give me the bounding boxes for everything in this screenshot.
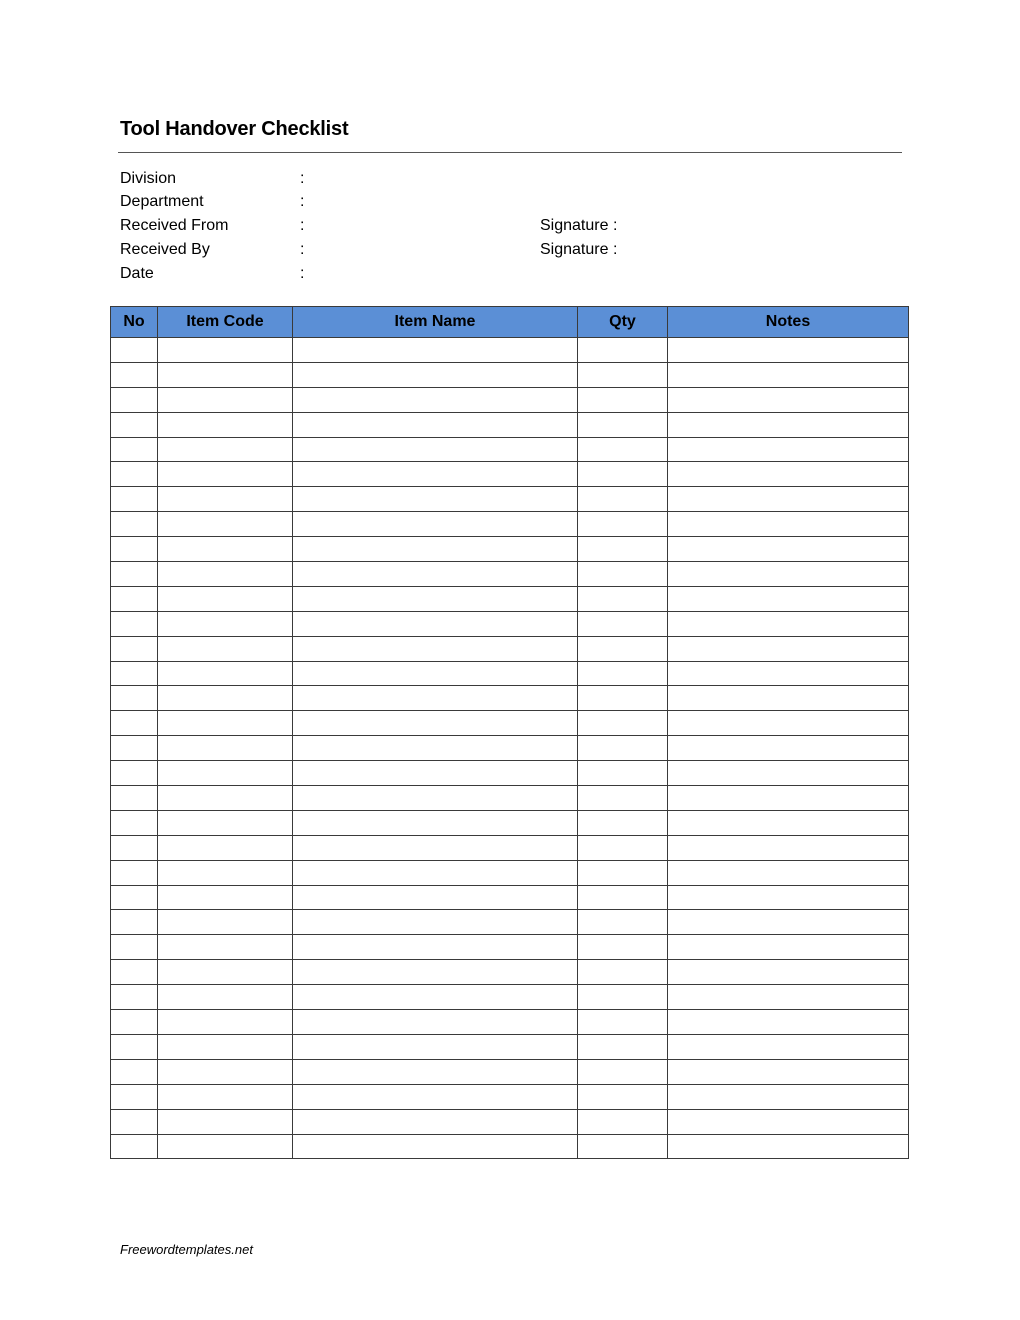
table-row	[111, 512, 909, 537]
cell-qty[interactable]	[578, 537, 668, 562]
cell-item-name[interactable]	[293, 437, 578, 462]
field-row-department	[120, 193, 900, 215]
cell-qty[interactable]	[578, 860, 668, 885]
cell-item-name[interactable]	[293, 562, 578, 587]
cell-item-code[interactable]	[158, 387, 293, 412]
cell-notes[interactable]	[668, 786, 909, 811]
cell-no[interactable]	[111, 1059, 158, 1084]
cell-no[interactable]	[111, 611, 158, 636]
cell-qty[interactable]	[578, 562, 668, 587]
table-row	[111, 412, 909, 437]
cell-item-name[interactable]	[293, 1034, 578, 1059]
cell-no[interactable]	[111, 761, 158, 786]
cell-item-name[interactable]	[293, 586, 578, 611]
received-by-signature-label: Signature :	[540, 241, 618, 258]
cell-no[interactable]	[111, 786, 158, 811]
field-row-received-from	[120, 217, 900, 239]
table-row	[111, 661, 909, 686]
cell-no[interactable]	[111, 636, 158, 661]
cell-no[interactable]	[111, 835, 158, 860]
cell-item-name[interactable]	[293, 1084, 578, 1109]
cell-qty[interactable]	[578, 686, 668, 711]
cell-item-name[interactable]	[293, 860, 578, 885]
table-row	[111, 1034, 909, 1059]
cell-notes[interactable]	[668, 562, 909, 587]
cell-notes[interactable]	[668, 362, 909, 387]
cell-item-code[interactable]	[158, 985, 293, 1010]
cell-item-code[interactable]	[158, 1134, 293, 1159]
cell-no[interactable]	[111, 1134, 158, 1159]
field-row-received-by	[120, 241, 900, 263]
cell-qty[interactable]	[578, 1059, 668, 1084]
table-row	[111, 611, 909, 636]
cell-no[interactable]	[111, 1084, 158, 1109]
cell-notes[interactable]	[668, 412, 909, 437]
cell-notes[interactable]	[668, 1034, 909, 1059]
table-row	[111, 487, 909, 512]
cell-no[interactable]	[111, 810, 158, 835]
cell-item-code[interactable]	[158, 1084, 293, 1109]
cell-qty[interactable]	[578, 462, 668, 487]
cell-item-code[interactable]	[158, 1109, 293, 1134]
table-row	[111, 786, 909, 811]
cell-qty[interactable]	[578, 935, 668, 960]
table-row	[111, 736, 909, 761]
cell-notes[interactable]	[668, 1084, 909, 1109]
table-header-row	[111, 307, 909, 338]
cell-notes[interactable]	[668, 338, 909, 363]
cell-qty[interactable]	[578, 786, 668, 811]
cell-item-code[interactable]	[158, 611, 293, 636]
cell-notes[interactable]	[668, 960, 909, 985]
cell-qty[interactable]	[578, 487, 668, 512]
cell-item-name[interactable]	[293, 736, 578, 761]
cell-qty[interactable]	[578, 1109, 668, 1134]
cell-notes[interactable]	[668, 885, 909, 910]
cell-item-name[interactable]	[293, 636, 578, 661]
column-header-item-code: Item Code	[158, 307, 293, 338]
cell-no[interactable]	[111, 412, 158, 437]
cell-item-name[interactable]	[293, 362, 578, 387]
cell-notes[interactable]	[668, 611, 909, 636]
cell-notes[interactable]	[668, 636, 909, 661]
cell-qty[interactable]	[578, 661, 668, 686]
cell-qty[interactable]	[578, 985, 668, 1010]
table-row	[111, 1010, 909, 1035]
cell-notes[interactable]	[668, 1010, 909, 1035]
cell-no[interactable]	[111, 935, 158, 960]
cell-item-code[interactable]	[158, 860, 293, 885]
table-row	[111, 437, 909, 462]
cell-item-name[interactable]	[293, 462, 578, 487]
table-row	[111, 338, 909, 363]
cell-notes[interactable]	[668, 935, 909, 960]
cell-item-code[interactable]	[158, 761, 293, 786]
cell-item-code[interactable]	[158, 810, 293, 835]
cell-item-code[interactable]	[158, 537, 293, 562]
cell-no[interactable]	[111, 661, 158, 686]
cell-item-code[interactable]	[158, 960, 293, 985]
cell-no[interactable]	[111, 362, 158, 387]
table-row	[111, 686, 909, 711]
date-label: Date	[120, 265, 154, 282]
division-colon: :	[300, 170, 305, 187]
department-colon: :	[300, 193, 305, 210]
cell-no[interactable]	[111, 586, 158, 611]
footer-credit: Freewordtemplates.net	[120, 1242, 253, 1257]
cell-item-name[interactable]	[293, 338, 578, 363]
cell-item-code[interactable]	[158, 910, 293, 935]
cell-item-code[interactable]	[158, 362, 293, 387]
cell-qty[interactable]	[578, 835, 668, 860]
table-row	[111, 562, 909, 587]
cell-notes[interactable]	[668, 512, 909, 537]
table-row	[111, 885, 909, 910]
cell-item-name[interactable]	[293, 985, 578, 1010]
cell-qty[interactable]	[578, 711, 668, 736]
received-from-colon: :	[300, 217, 305, 234]
column-header-qty: Qty	[578, 307, 668, 338]
column-header-item-name: Item Name	[293, 307, 578, 338]
title-divider	[118, 152, 902, 153]
cell-item-name[interactable]	[293, 761, 578, 786]
cell-item-code[interactable]	[158, 711, 293, 736]
column-header-notes: Notes	[668, 307, 909, 338]
cell-item-name[interactable]	[293, 1010, 578, 1035]
received-from-signature-label: Signature :	[540, 217, 618, 234]
table-row	[111, 362, 909, 387]
table-row	[111, 636, 909, 661]
cell-notes[interactable]	[668, 1059, 909, 1084]
received-from-label: Received From	[120, 217, 229, 234]
cell-no[interactable]	[111, 860, 158, 885]
cell-notes[interactable]	[668, 387, 909, 412]
cell-item-name[interactable]	[293, 686, 578, 711]
table-row	[111, 1109, 909, 1134]
cell-item-name[interactable]	[293, 1059, 578, 1084]
cell-qty[interactable]	[578, 736, 668, 761]
cell-item-code[interactable]	[158, 686, 293, 711]
table-row	[111, 387, 909, 412]
cell-no[interactable]	[111, 1034, 158, 1059]
table-row	[111, 860, 909, 885]
date-colon: :	[300, 265, 305, 282]
cell-qty[interactable]	[578, 412, 668, 437]
cell-item-name[interactable]	[293, 537, 578, 562]
received-by-colon: :	[300, 241, 305, 258]
cell-no[interactable]	[111, 487, 158, 512]
cell-item-name[interactable]	[293, 487, 578, 512]
cell-item-code[interactable]	[158, 736, 293, 761]
cell-item-name[interactable]	[293, 935, 578, 960]
cell-no[interactable]	[111, 437, 158, 462]
table-row	[111, 1134, 909, 1159]
cell-no[interactable]	[111, 985, 158, 1010]
cell-notes[interactable]	[668, 686, 909, 711]
cell-notes[interactable]	[668, 910, 909, 935]
field-row-division	[120, 170, 900, 192]
checklist-table	[110, 306, 909, 1159]
table-row	[111, 810, 909, 835]
cell-item-code[interactable]	[158, 1059, 293, 1084]
cell-notes[interactable]	[668, 462, 909, 487]
cell-notes[interactable]	[668, 761, 909, 786]
cell-item-name[interactable]	[293, 711, 578, 736]
cell-item-name[interactable]	[293, 1134, 578, 1159]
table-row	[111, 985, 909, 1010]
cell-item-code[interactable]	[158, 1010, 293, 1035]
cell-qty[interactable]	[578, 611, 668, 636]
cell-qty[interactable]	[578, 810, 668, 835]
table-row	[111, 462, 909, 487]
cell-qty[interactable]	[578, 387, 668, 412]
cell-item-name[interactable]	[293, 810, 578, 835]
cell-no[interactable]	[111, 1010, 158, 1035]
cell-notes[interactable]	[668, 1109, 909, 1134]
cell-no[interactable]	[111, 711, 158, 736]
cell-qty[interactable]	[578, 960, 668, 985]
cell-qty[interactable]	[578, 1010, 668, 1035]
cell-item-code[interactable]	[158, 636, 293, 661]
table-row	[111, 835, 909, 860]
table-row	[111, 586, 909, 611]
cell-qty[interactable]	[578, 1134, 668, 1159]
cell-no[interactable]	[111, 736, 158, 761]
cell-item-name[interactable]	[293, 910, 578, 935]
cell-item-code[interactable]	[158, 935, 293, 960]
cell-item-code[interactable]	[158, 462, 293, 487]
cell-item-code[interactable]	[158, 586, 293, 611]
cell-item-code[interactable]	[158, 412, 293, 437]
cell-no[interactable]	[111, 537, 158, 562]
table-row	[111, 1084, 909, 1109]
cell-item-code[interactable]	[158, 661, 293, 686]
cell-item-name[interactable]	[293, 786, 578, 811]
cell-item-name[interactable]	[293, 512, 578, 537]
cell-qty[interactable]	[578, 636, 668, 661]
cell-item-name[interactable]	[293, 885, 578, 910]
table-row	[111, 910, 909, 935]
cell-item-code[interactable]	[158, 512, 293, 537]
cell-notes[interactable]	[668, 985, 909, 1010]
cell-notes[interactable]	[668, 1134, 909, 1159]
cell-notes[interactable]	[668, 736, 909, 761]
cell-notes[interactable]	[668, 810, 909, 835]
department-label: Department	[120, 193, 204, 210]
page-title: Tool Handover Checklist	[120, 118, 349, 140]
cell-item-code[interactable]	[158, 885, 293, 910]
cell-no[interactable]	[111, 462, 158, 487]
cell-no[interactable]	[111, 885, 158, 910]
table-row	[111, 1059, 909, 1084]
table-body	[111, 338, 909, 1159]
cell-item-code[interactable]	[158, 338, 293, 363]
cell-item-name[interactable]	[293, 1109, 578, 1134]
received-by-label: Received By	[120, 241, 210, 258]
column-header-no: No	[111, 307, 158, 338]
cell-qty[interactable]	[578, 910, 668, 935]
cell-qty[interactable]	[578, 512, 668, 537]
cell-no[interactable]	[111, 960, 158, 985]
cell-qty[interactable]	[578, 338, 668, 363]
cell-qty[interactable]	[578, 586, 668, 611]
cell-qty[interactable]	[578, 437, 668, 462]
cell-item-name[interactable]	[293, 835, 578, 860]
cell-notes[interactable]	[668, 487, 909, 512]
cell-no[interactable]	[111, 387, 158, 412]
cell-notes[interactable]	[668, 586, 909, 611]
cell-notes[interactable]	[668, 437, 909, 462]
table-row	[111, 711, 909, 736]
cell-no[interactable]	[111, 1109, 158, 1134]
cell-item-name[interactable]	[293, 960, 578, 985]
cell-notes[interactable]	[668, 711, 909, 736]
field-row-date	[120, 265, 900, 287]
division-label: Division	[120, 170, 177, 187]
cell-no[interactable]	[111, 512, 158, 537]
cell-qty[interactable]	[578, 1084, 668, 1109]
cell-item-name[interactable]	[293, 611, 578, 636]
table-row	[111, 935, 909, 960]
cell-item-code[interactable]	[158, 786, 293, 811]
cell-item-name[interactable]	[293, 412, 578, 437]
table-row	[111, 960, 909, 985]
cell-item-code[interactable]	[158, 562, 293, 587]
cell-no[interactable]	[111, 910, 158, 935]
cell-notes[interactable]	[668, 537, 909, 562]
cell-no[interactable]	[111, 686, 158, 711]
cell-qty[interactable]	[578, 362, 668, 387]
cell-item-code[interactable]	[158, 437, 293, 462]
cell-notes[interactable]	[668, 860, 909, 885]
cell-qty[interactable]	[578, 761, 668, 786]
table-row	[111, 537, 909, 562]
cell-qty[interactable]	[578, 885, 668, 910]
cell-item-name[interactable]	[293, 387, 578, 412]
cell-item-code[interactable]	[158, 835, 293, 860]
cell-no[interactable]	[111, 562, 158, 587]
cell-item-code[interactable]	[158, 1034, 293, 1059]
cell-qty[interactable]	[578, 1034, 668, 1059]
table-row	[111, 761, 909, 786]
cell-notes[interactable]	[668, 835, 909, 860]
cell-notes[interactable]	[668, 661, 909, 686]
cell-item-name[interactable]	[293, 661, 578, 686]
cell-no[interactable]	[111, 338, 158, 363]
cell-item-code[interactable]	[158, 487, 293, 512]
